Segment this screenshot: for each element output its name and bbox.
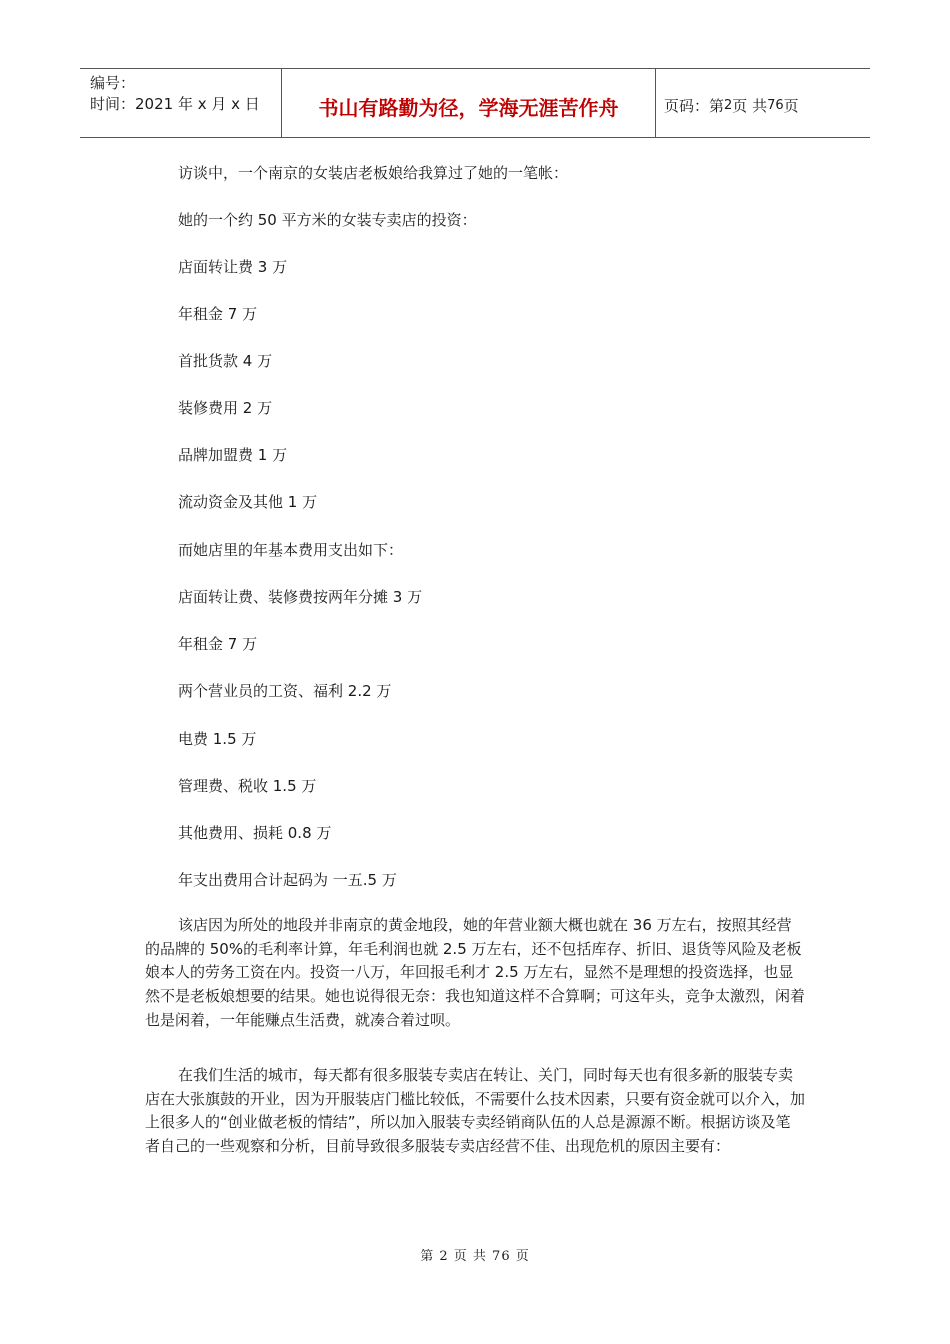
body-line: 装修费用 2 万 (178, 399, 273, 417)
page-current: 2 (724, 97, 733, 113)
body-line: 首批货款 4 万 (178, 352, 273, 370)
page-total: 76 (767, 97, 784, 113)
body-line: 两个营业员的工资、福利 2.2 万 (178, 682, 392, 700)
page-suffix: 页 (783, 96, 799, 115)
page-footer: 第 2 页 共 76 页 (420, 1249, 530, 1264)
document-number-label: 编号： (90, 74, 136, 92)
body-paragraph: 在我们生活的城市，每天都有很多服装专卖店在转让、关门，同时每天也有很多新的服装专卖店在大张旗鼓的开业，因为开服装店门槛比较低，不需要什么技术因素，只要有资金就可以介入，加上很多人的“创业做老板的情结”，所以加入服装专卖经销商队伍的人总是源源不断。根据访谈及笔者自己的一些观察和分析，目前导致很多服装专卖店经营不佳、出现危机的原因主要有： (145, 1066, 806, 1156)
header-motto: 书山有路勤为径，学海无涯苦作舟 (282, 69, 656, 137)
body-line: 管理费、税收 1.5 万 (178, 777, 317, 795)
body-line: 年租金 7 万 (178, 305, 258, 323)
page-prefix: 页码：第 (664, 96, 725, 115)
page-mid: 页 共 (732, 96, 768, 115)
body-paragraph: 该店因为所处的地段并非南京的黄金地段，她的年营业额大概也就在 36 万左右，按照其经营的品牌的 50%的毛利率计算，年毛利润也就 2.5 万左右，还不包括库存、折旧、退货等风险及老板娘本人的劳务工资在内。投资一八万，年回报毛利才 2.5 万左右，显然不是理想的投资选择，也显然不是老板娘想要的结果。她也说得很无奈：我也知道这样不合算啊；可这年头，竞争太激烈，闲着也是闲着，一年能赚点生活费，就凑合着过呗。 (145, 916, 806, 1029)
document-date: 时间：2021 年 x 月 x 日 (90, 95, 260, 113)
body-line: 访谈中，一个南京的女装店老板娘给我算过了她的一笔帐： (178, 164, 569, 182)
body-line: 年租金 7 万 (178, 635, 258, 653)
body-line: 品牌加盟费 1 万 (178, 446, 288, 464)
body-line: 年支出费用合计起码为 一五.5 万 (178, 871, 397, 889)
body-line: 店面转让费、装修费按两年分摊 3 万 (178, 588, 423, 606)
body-line: 她的一个约 50 平方米的女装专卖店的投资： (178, 211, 477, 229)
body-line: 店面转让费 3 万 (178, 258, 288, 276)
body-line: 而她店里的年基本费用支出如下： (178, 541, 404, 559)
header-page-number (656, 69, 870, 137)
page-header (80, 68, 870, 138)
body-line: 流动资金及其他 1 万 (178, 493, 318, 511)
header-meta (80, 69, 282, 137)
body-line: 电费 1.5 万 (178, 730, 257, 748)
body-line: 其他费用、损耗 0.8 万 (178, 824, 332, 842)
